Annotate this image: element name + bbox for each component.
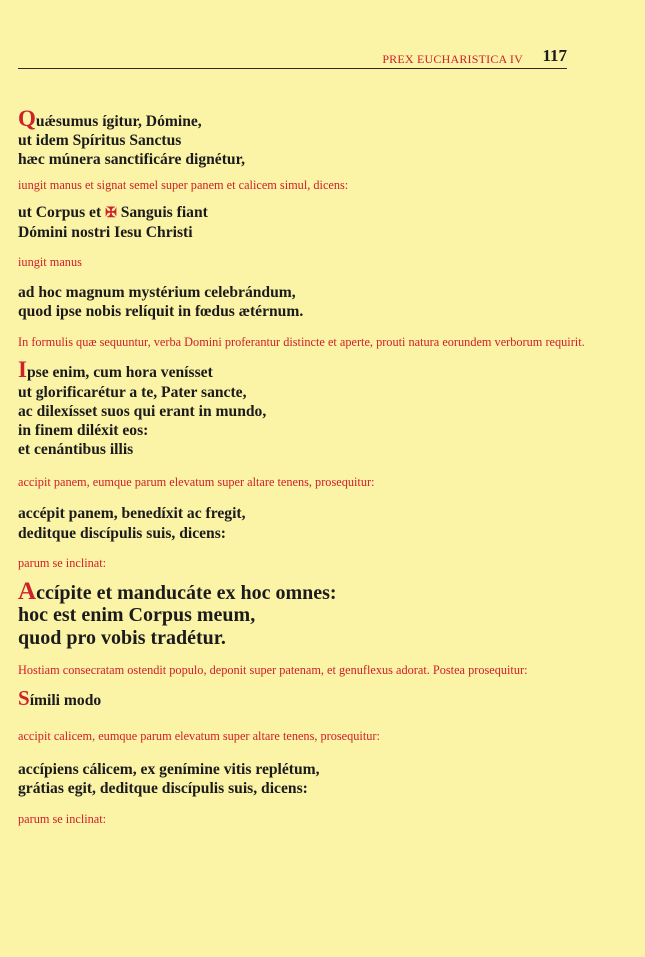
page-content: [18, 106, 618, 828]
initial-letter: A: [18, 577, 37, 605]
rubric-in-formulis: In formulis quæ sequuntur, verba Domini proferantur distincte et aperte, prouti natura eorundem verborum requirit.: [18, 335, 585, 350]
prayer-accipiens-calicem: accípiens cálicem, ex genímine vitis replétum, grátias egit, deditque discípulis suis, dicens:: [18, 760, 320, 797]
prayer-lines: ut idem Spíritus Sanctus hæc múnera sanctificáre dignétur,: [18, 132, 245, 169]
prayer-ut-corpus: [18, 203, 618, 242]
initial-letter: Q: [18, 106, 36, 131]
rubric-hostiam-consecratam: Hostiam consecratam ostendit populo, deponit super patenam, et genuflexus adorat. Postea prosequitur:: [18, 663, 528, 678]
prayer-ad-hoc: ad hoc magnum mystérium celebrándum, quod ipse nobis relíquit in fœdus ætérnum.: [18, 284, 304, 321]
rubric-parum-se-inclinat: parum se inclinat:: [18, 555, 107, 570]
rubric-parum-se-inclinat: parum se inclinat:: [18, 811, 107, 826]
prayer-lines: ut glorificarétur a te, Pater sancte, ac dilexísset suos qui erant in mundo, in finem diléxit eos: et cenántibus illis: [18, 383, 267, 459]
prayer-simili-modo: [18, 686, 618, 711]
prayer-first-line: ímili modo: [29, 692, 102, 710]
prayer-lines: Dómini nostri Iesu Christi: [18, 223, 193, 241]
prayer-ipse-enim: [18, 357, 618, 459]
rubric-iungit-manus: iungit manus: [18, 255, 82, 270]
rubric-iungit-signat: iungit manus et signat semel super panem et calicem simul, dicens:: [18, 177, 349, 192]
prayer-first-line: uǽsumus ígitur, Dómine,: [35, 113, 202, 130]
page-header: [18, 44, 567, 69]
consecration-words-bread: [18, 577, 618, 650]
initial-letter: S: [18, 686, 30, 711]
prayer-lines: hoc est enim Corpus meum, quod pro vobis tradétur.: [18, 604, 256, 649]
prayer-first-line: pse enim, cum hora venísset: [26, 364, 213, 382]
prayer-first-line: ccípite et manducáte ex hoc omnes:: [36, 581, 337, 604]
prayer-text-after-cross: Sanguis fiant: [116, 203, 208, 221]
initial-letter: I: [18, 357, 27, 383]
prayer-accepit-panem: accépit panem, benedíxit ac fregit, deditque discípulis suis, dicens:: [18, 505, 246, 542]
rubric-accipit-panem: accipit panem, eumque parum elevatum super altare tenens, prosequitur:: [18, 475, 375, 490]
cross-icon: ✠: [105, 205, 117, 221]
prayer-text-before-cross: ut Corpus et: [18, 203, 106, 221]
rubric-accipit-calicem: accipit calicem, eumque parum elevatum super altare tenens, prosequitur:: [18, 728, 380, 743]
page-number: 117: [542, 46, 567, 65]
section-title: PREX EUCHARISTICA IV: [382, 52, 523, 66]
prayer-quaesumus: [18, 106, 618, 170]
